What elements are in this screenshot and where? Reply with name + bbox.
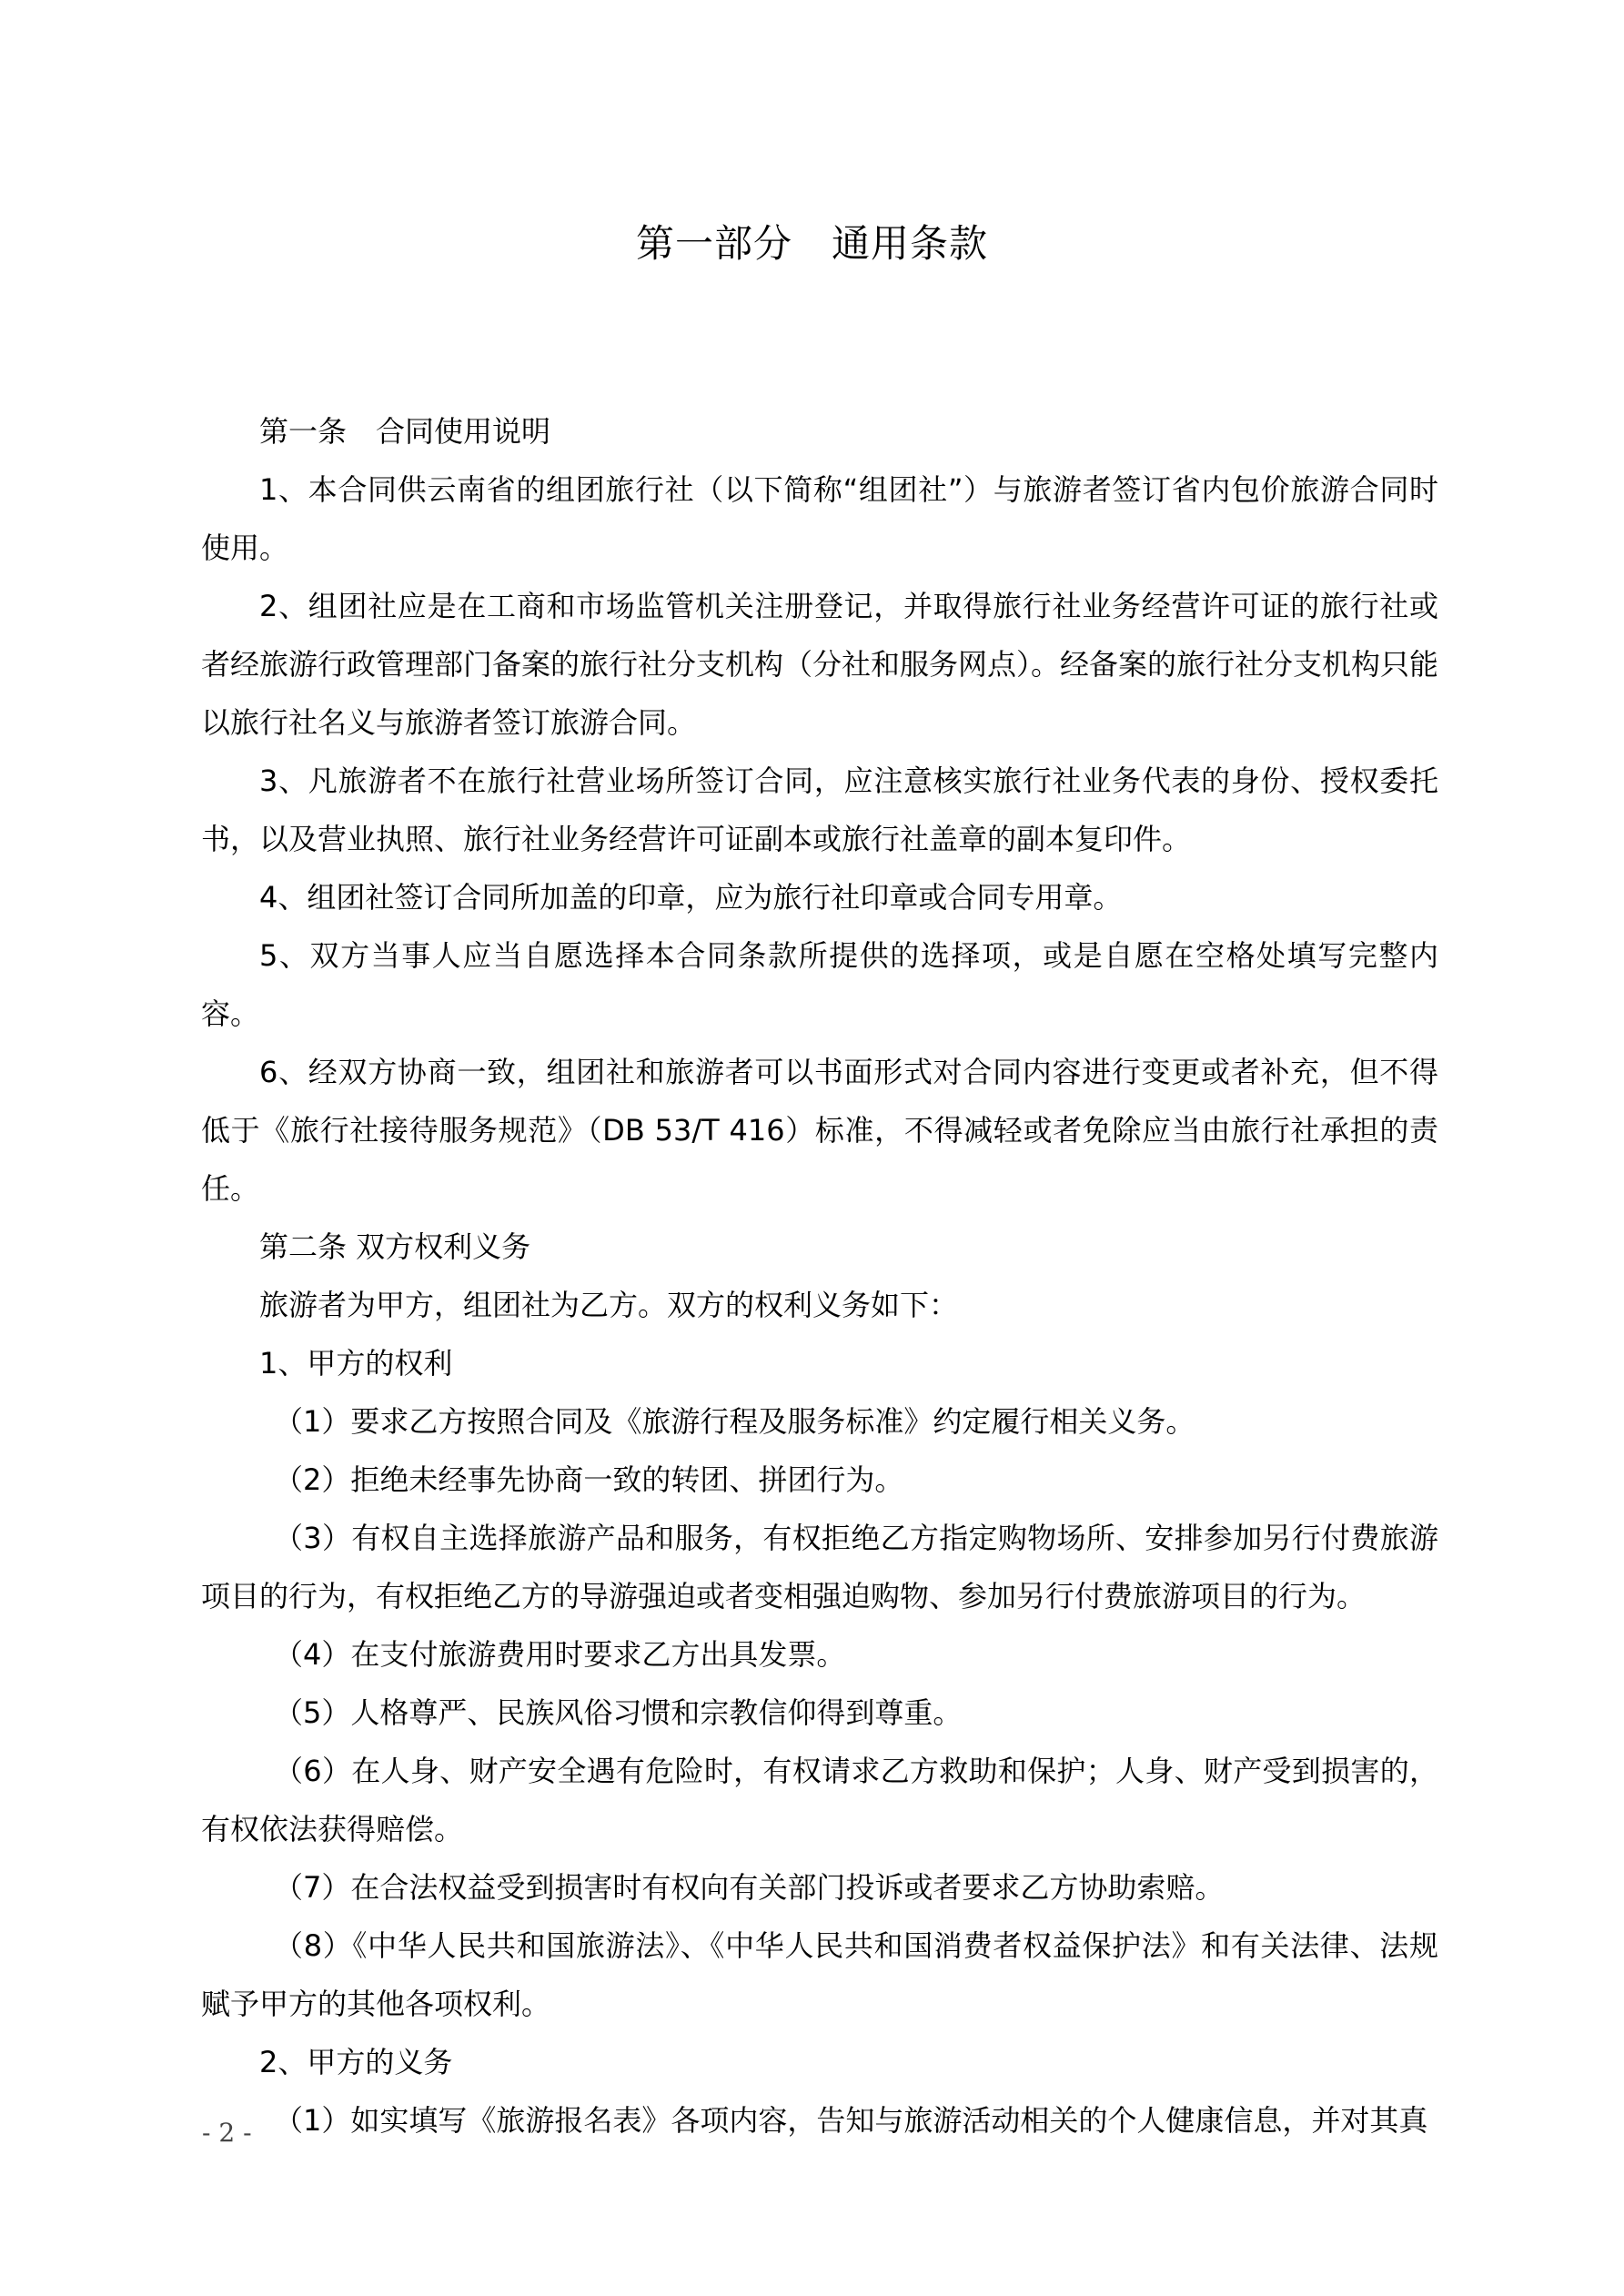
- paragraph-1-2: 2、组团社应是在工商和市场监管机关注册登记，并取得旅行社业务经营许可证的旅行社或者经旅游行政管理部门备案的旅行社分支机构（分社和服务网点）。经备案的旅行社分支机构只能以旅行社名义与旅游者签订旅游合同。: [201, 589, 1439, 740]
- obligations-heading: 2、甲方的义务: [259, 2045, 453, 2079]
- page-number: - 2 -: [202, 2118, 252, 2148]
- document-body: [201, 402, 1438, 2149]
- right-item-1: （1）要求乙方按照合同及《旅游行程及服务标准》约定履行相关义务。: [274, 1404, 1195, 1439]
- obligation-item-1: （1）如实填写《旅游报名表》各项内容，告知与旅游活动相关的个人健康信息，并对其真: [274, 2103, 1428, 2138]
- article-2-intro: 旅游者为甲方，组团社为乙方。双方的权利义务如下：: [259, 1288, 959, 1322]
- right-item-3: （3）有权自主选择旅游产品和服务，有权拒绝乙方指定购物场所、安排参加另行付费旅游项目的行为，有权拒绝乙方的导游强迫或者变相强迫购物、参加另行付费旅游项目的行为。: [201, 1521, 1438, 1613]
- paragraph-1-5: 5、双方当事人应当自愿选择本合同条款所提供的选择项，或是自愿在空格处填写完整内容。: [201, 938, 1438, 1031]
- right-item-8: （8）《中华人民共和国旅游法》、《中华人民共和国消费者权益保护法》和有关法律、法规赋予甲方的其他各项权利。: [201, 1928, 1438, 2021]
- paragraph-1-6: 6、经双方协商一致，组团社和旅游者可以书面形式对合同内容进行变更或者补充，但不得低于《旅行社接待服务规范》（DB 53/T 416）标准，不得减轻或者免除应当由旅行社承担的责任。: [201, 1055, 1438, 1206]
- right-item-5: （5）人格尊严、民族风俗习惯和宗教信仰得到尊重。: [274, 1695, 963, 1730]
- page-title: 第一部分 通用条款: [635, 221, 988, 266]
- right-item-7: （7）在合法权益受到损害时有权向有关部门投诉或者要求乙方协助索赔。: [274, 1870, 1225, 1905]
- rights-heading: 1、甲方的权利: [259, 1346, 453, 1381]
- right-item-2: （2）拒绝未经事先协商一致的转团、拼团行为。: [274, 1462, 904, 1497]
- right-item-4: （4）在支付旅游费用时要求乙方出具发票。: [274, 1637, 846, 1672]
- paragraph-1-1: 1、本合同供云南省的组团旅行社（以下简称“组团社”）与旅游者签订省内包价旅游合同时使用。: [201, 472, 1438, 565]
- article-1-heading: 第一条 合同使用说明: [259, 414, 551, 449]
- paragraph-1-3: 3、凡旅游者不在旅行社营业场所签订合同，应注意核实旅行社业务代表的身份、授权委托书，以及营业执照、旅行社业务经营许可证副本或旅行社盖章的副本复印件。: [201, 764, 1438, 856]
- paragraph-1-4: 4、组团社签订合同所加盖的印章，应为旅行社印章或合同专用章。: [259, 880, 1123, 915]
- right-item-6: （6）在人身、财产安全遇有危险时，有权请求乙方救助和保护；人身、财产受到损害的，有权依法获得赔偿。: [201, 1754, 1438, 1846]
- article-2-heading: 第二条 双方权利义务: [259, 1229, 531, 1264]
